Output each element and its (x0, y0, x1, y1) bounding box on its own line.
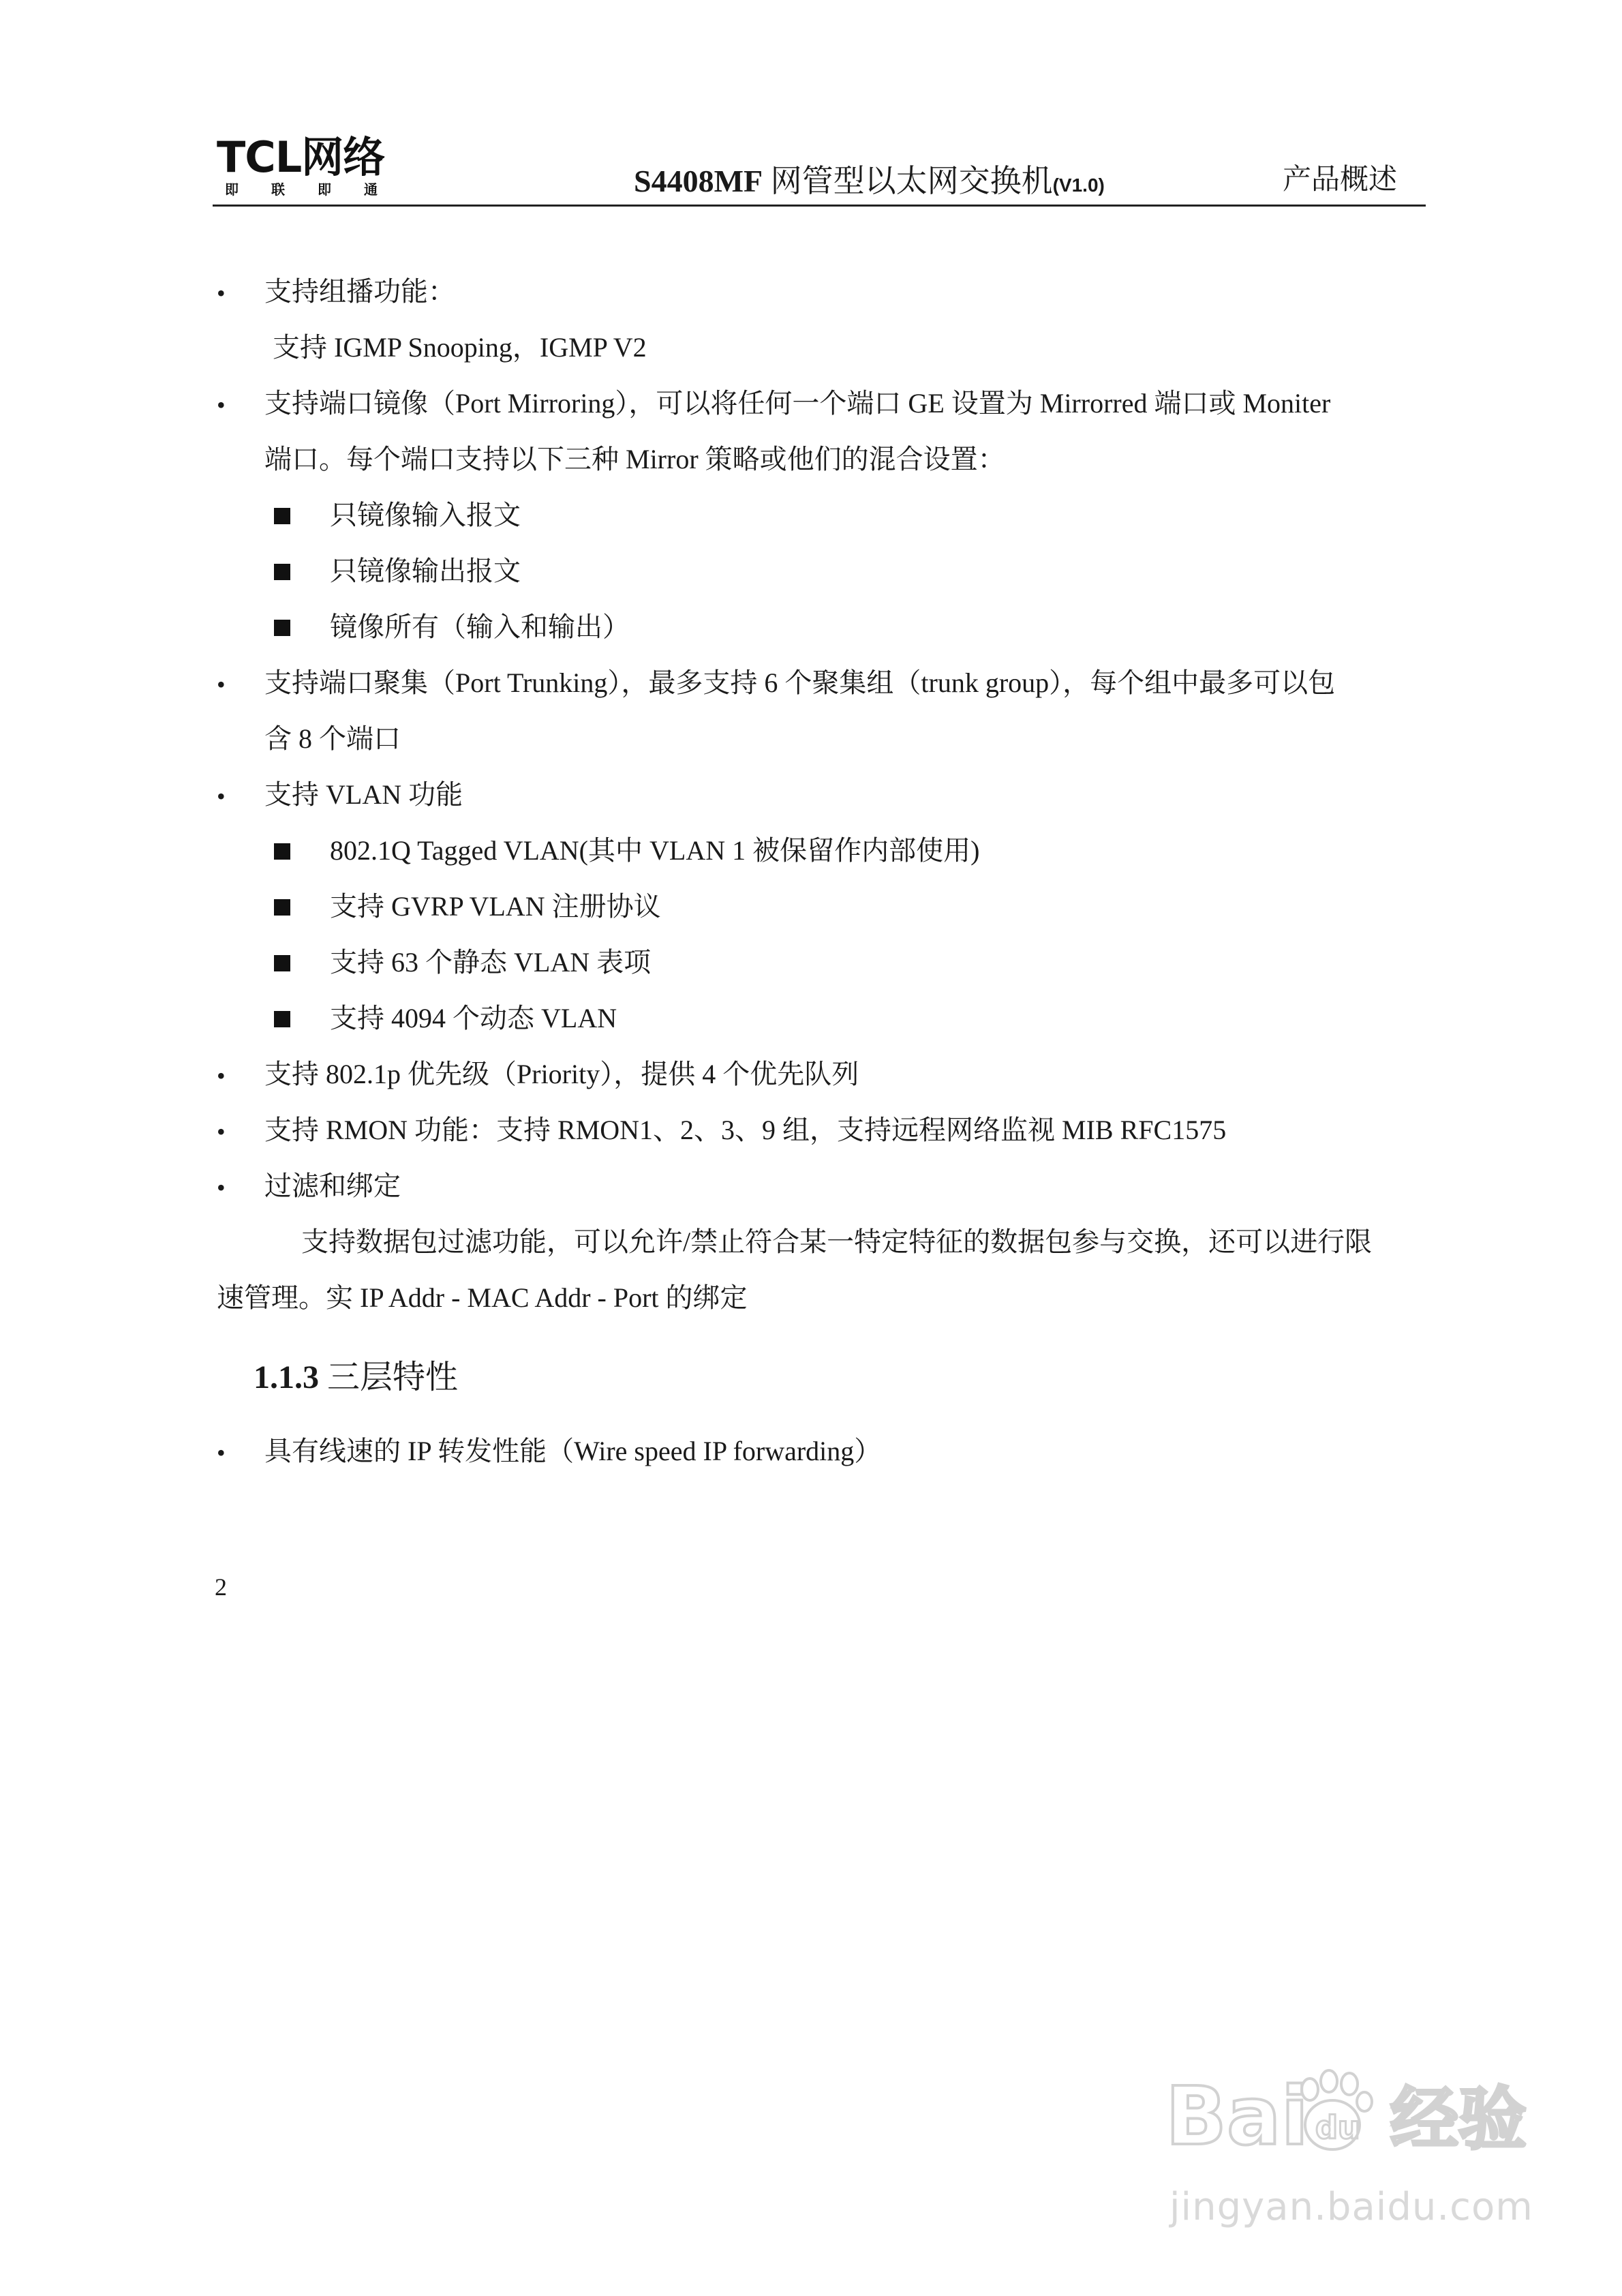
header-divider (213, 205, 1426, 207)
vlan-option: 支持 63 个静态 VLAN 表项 (330, 947, 652, 978)
vlan-option: 支持 GVRP VLAN 注册协议 (330, 891, 661, 922)
rmon-text: 支持 RMON 功能：支持 RMON1、2、3、9 组，支持远程网络监视 MIB RFC1575 (264, 1115, 1227, 1145)
mirror-option: 只镜像输入报文 (330, 500, 521, 530)
watermark-brand-cn: 经验 (1390, 2079, 1527, 2159)
mirroring-line-2: 端口。每个端口支持以下三种 Mirror 策略或他们的混合设置： (264, 444, 1005, 474)
watermark-brand-right: du (1315, 2109, 1360, 2146)
version-label: (V1.0) (1052, 175, 1105, 196)
baidu-watermark-logo (1165, 2062, 1547, 2171)
square-bullet (274, 899, 290, 916)
vlan-label: 支持 VLAN 功能 (264, 779, 463, 810)
priority-text: 支持 802.1p 优先级（Priority），提供 4 个优先队列 (264, 1059, 859, 1089)
square-bullet (274, 508, 290, 524)
square-bullet (274, 1011, 290, 1027)
title-text: 网管型以太网交换机 (770, 164, 1053, 198)
multicast-detail: 支持 IGMP Snooping，IGMP V2 (273, 332, 647, 363)
vlan-option: 802.1Q Tagged VLAN(其中 VLAN 1 被保留作内部使用) (330, 835, 980, 866)
filter-label: 过滤和绑定 (264, 1170, 401, 1201)
section-name: 产品概述 (1283, 164, 1398, 196)
bullet-dot: • (217, 1439, 226, 1466)
mirroring-line-1: 支持端口镜像（Port Mirroring），可以将任何一个端口 GE 设置为 Mirrorred 端口或 Moniter (264, 388, 1331, 419)
filter-line-1: 支持数据包过滤功能，可以允许/禁止符合某一特定特征的数据包参与交换，还可以进行限 (301, 1226, 1373, 1257)
bullet-dot: • (217, 671, 226, 698)
square-bullet (274, 955, 290, 971)
bullet-dot: • (217, 280, 226, 307)
section-number: 1.1.3 (254, 1359, 319, 1395)
mirror-option: 镜像所有（输入和输出） (330, 611, 630, 642)
section-title: 三层特性 (327, 1359, 459, 1395)
trunking-line-1: 支持端口聚集（Port Trunking），最多支持 6 个聚集组（trunk group），每个组中最多可以包 (264, 667, 1336, 698)
trunking-line-2: 含 8 个端口 (264, 723, 401, 754)
square-bullet (274, 843, 290, 860)
wire-speed-text: 具有线速的 IP 转发性能（Wire speed IP forwarding） (264, 1436, 882, 1466)
page-number: 2 (215, 1573, 227, 1601)
paw-icon (1302, 2070, 1372, 2149)
filter-line-2: 速管理。实 IP Addr - MAC Addr - Port 的绑定 (217, 1282, 748, 1313)
document-title (634, 166, 1105, 197)
vlan-option: 支持 4094 个动态 VLAN (330, 1003, 617, 1033)
watermark-brand-left: Bai (1165, 2069, 1309, 2163)
square-bullet (274, 620, 290, 636)
square-bullet (274, 564, 290, 580)
section-heading (254, 1361, 458, 1394)
model-name: S4408MF (634, 164, 763, 198)
watermark-url: jingyan.baidu.com (1169, 2185, 1533, 2229)
tcl-logo-text: TCL网络 (217, 132, 385, 182)
bullet-dot: • (217, 391, 226, 419)
bullet-dot: • (217, 1118, 226, 1145)
multicast-label: 支持组播功能： (264, 276, 455, 307)
bullet-dot: • (217, 1174, 226, 1201)
tcl-logo-tagline: 即联即通 (225, 181, 410, 198)
mirror-option: 只镜像输出报文 (330, 556, 521, 586)
bullet-dot: • (217, 783, 226, 810)
bullet-dot: • (217, 1062, 226, 1089)
